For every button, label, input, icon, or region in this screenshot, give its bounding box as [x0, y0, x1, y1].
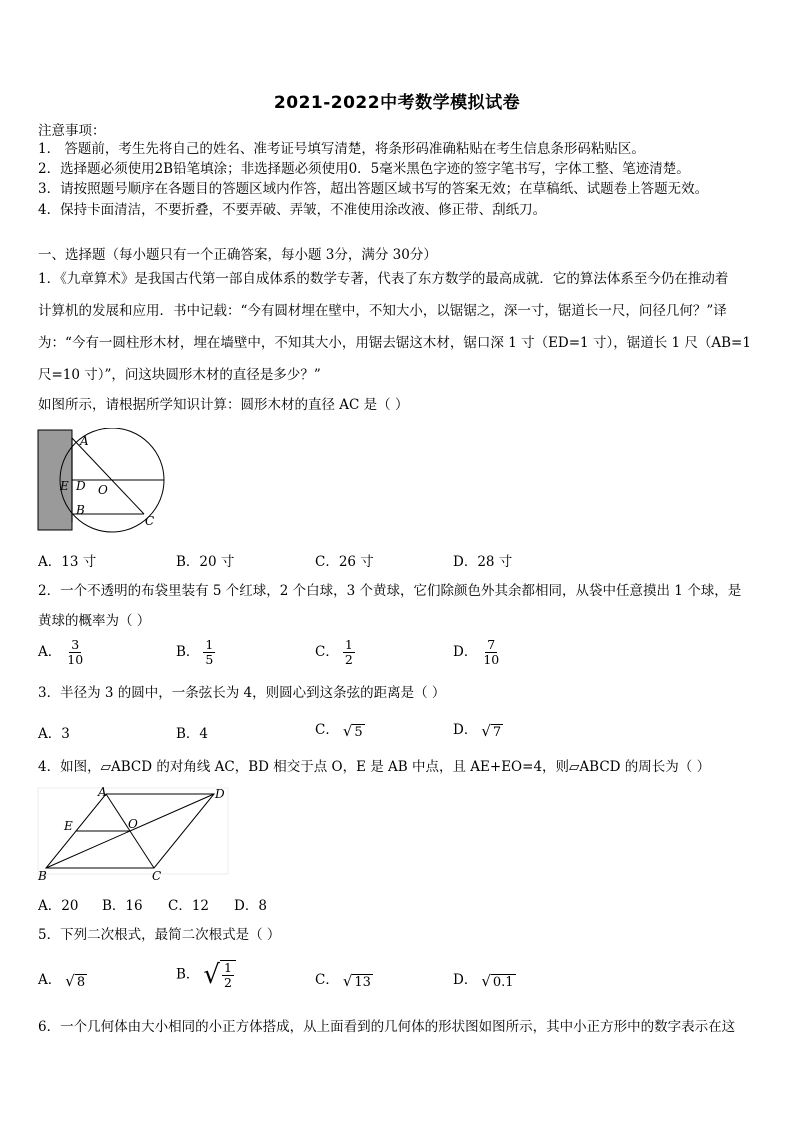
q1-option-b[interactable]: B．20 寸: [176, 554, 235, 570]
square-root: √ 0.1: [481, 971, 514, 990]
q1-line-5: 如图所示，请根据所学知识计算：圆形木材的直径 AC 是（ ）: [38, 397, 409, 413]
notice-item-2: 2．选择题必须使用2B铅笔填涂；非选择题必须使用0．5毫米黑色字迹的签字笔书写，字体工整、笔迹清楚。: [38, 161, 690, 177]
option-label: C．: [315, 644, 339, 660]
q1-line-4: 尺=10 寸）”，问这块圆形木材的直径是多少？”: [38, 367, 321, 383]
q3-option-a[interactable]: A．3: [38, 726, 70, 742]
denominator: 10: [67, 652, 84, 667]
notice-heading: 注意事项：: [38, 123, 106, 139]
denominator: 10: [483, 652, 500, 667]
q2-option-b[interactable]: [176, 638, 215, 667]
denominator: 5: [205, 652, 214, 667]
q4-line: 4．如图，▱ABCD 的对角线 AC，BD 相交于点 O，E 是 AB 中点，且 AE+EO=4，则▱ABCD 的周长为（ ）: [38, 759, 711, 775]
radicand: 7: [492, 724, 502, 740]
option-label: B．: [176, 644, 200, 660]
label-a: A: [80, 434, 89, 448]
option-label: C．: [315, 722, 339, 738]
radicand: 13: [354, 974, 371, 990]
radicand: 8: [76, 974, 86, 990]
q5-option-c[interactable]: [315, 968, 373, 990]
label-e: E: [60, 479, 69, 493]
denominator: 2: [224, 975, 232, 990]
numerator: 1: [205, 637, 214, 652]
q1-option-c[interactable]: C．26 寸: [315, 554, 374, 570]
q5-option-a[interactable]: [38, 968, 87, 990]
q5-line: 5．下列二次根式，最简二次根式是（ ）: [38, 927, 281, 943]
fraction: [481, 638, 501, 667]
numerator: 1: [224, 960, 232, 975]
option-label: D．: [453, 644, 478, 660]
page-title: 2021-2022中考数学模拟试卷: [273, 93, 521, 113]
radicand: 5: [354, 724, 363, 740]
q4-option-d[interactable]: D．8: [234, 898, 267, 914]
option-label: B．: [176, 966, 200, 983]
q3-line: 3．半径为 3 的圆中，一条弦长为 4，则圆心到这条弦的距离是（ ）: [38, 685, 446, 701]
label-o: O: [98, 483, 108, 497]
option-label: C．: [315, 972, 339, 988]
q4-option-c[interactable]: C．12: [168, 898, 210, 914]
label-d: D: [76, 479, 86, 493]
q3-option-d[interactable]: [453, 718, 503, 740]
q1-figure: [36, 428, 166, 534]
square-root: √ 5: [342, 721, 363, 740]
q5-option-b[interactable]: [176, 960, 236, 990]
label-d: D: [215, 787, 225, 801]
fraction: [65, 638, 85, 667]
label-o: O: [128, 817, 138, 831]
q3-option-c[interactable]: [315, 718, 365, 740]
q4-option-b[interactable]: B．16: [102, 898, 143, 914]
label-b: B: [38, 869, 47, 883]
numerator: 1: [344, 637, 353, 652]
label-c: C: [145, 514, 155, 528]
square-root: √ 8: [65, 971, 86, 990]
fraction: [343, 638, 355, 667]
q2-option-a[interactable]: [38, 638, 85, 667]
fraction: [222, 961, 234, 990]
q3-option-b[interactable]: B．4: [176, 726, 209, 742]
notice-item-1: 1． 答题前，考生先将自己的姓名、准考证号填写清楚，将条形码准确粘贴在考生信息条形码粘贴区。: [38, 141, 645, 157]
q4-option-a[interactable]: A．20: [38, 898, 79, 914]
q1-line-1: 1．《九章算术》是我国古代第一部自成体系的数学专著，代表了东方数学的最高成就．它的算法体系至今仍在推动着: [38, 271, 729, 287]
numerator: 7: [487, 637, 496, 652]
label-c: C: [152, 869, 162, 883]
radicand: [220, 960, 236, 990]
q2-line-1: 2．一个不透明的布袋里装有 5 个红球，2 个白球，3 个黄球，它们除颜色外其余都相同，从袋中任意摸出 1 个球，是: [38, 583, 742, 599]
q6-line: 6．一个几何体由大小相同的小正方体搭成，从上面看到的几何体的形状图如图所示，其中小正方形中的数字表示在这: [38, 1019, 736, 1035]
denominator: 2: [344, 652, 353, 667]
section-heading: 一、选择题（每小题只有一个正确答案，每小题 3分，满分 30分）: [38, 247, 437, 263]
q2-option-c[interactable]: [315, 638, 355, 667]
option-label: A．: [38, 972, 62, 988]
square-root: √ 7: [481, 721, 502, 740]
q5-option-d[interactable]: [453, 968, 516, 990]
numerator: 3: [71, 637, 80, 652]
option-label: D．: [453, 722, 478, 738]
q1-line-3: 为：“今有一圆柱形木材，埋在墙壁中，不知其大小，用锯去锯这木材，锯口深 1 寸（ED=1 寸），锯道长 1 尺（AB=1: [38, 335, 751, 351]
fraction: [203, 638, 215, 667]
label-e: E: [64, 819, 73, 833]
q2-line-2: 黄球的概率为（ ）: [38, 613, 151, 629]
notice-item-4: 4．保持卡面清洁，不要折叠，不要弄破、弄皱，不准使用涂改液、修正带、刮纸刀。: [38, 202, 547, 218]
label-a: A: [98, 785, 107, 799]
square-root: √ $\frac{1}{2}$: [203, 960, 236, 990]
label-b: B: [76, 503, 85, 517]
q1-option-d[interactable]: D．28 寸: [453, 554, 513, 570]
q4-figure: [34, 784, 234, 884]
q1-line-2: 计算机的发展和应用．书中记载：“今有圆材埋在壁中，不知大小，以锯锯之，深一寸，锯道长一尺，问径几何？”译: [38, 303, 727, 319]
q1-option-a[interactable]: A．13 寸: [38, 554, 97, 570]
square-root: √ 13: [342, 971, 371, 990]
option-label: D．: [453, 972, 478, 988]
q2-option-d[interactable]: [453, 638, 501, 667]
radicand: 0.1: [492, 974, 514, 990]
notice-item-3: 3．请按照题号顺序在各题目的答题区域内作答，超出答题区域书写的答案无效；在草稿纸、试题卷上答题无效。: [38, 181, 709, 197]
option-label: A．: [38, 644, 62, 660]
